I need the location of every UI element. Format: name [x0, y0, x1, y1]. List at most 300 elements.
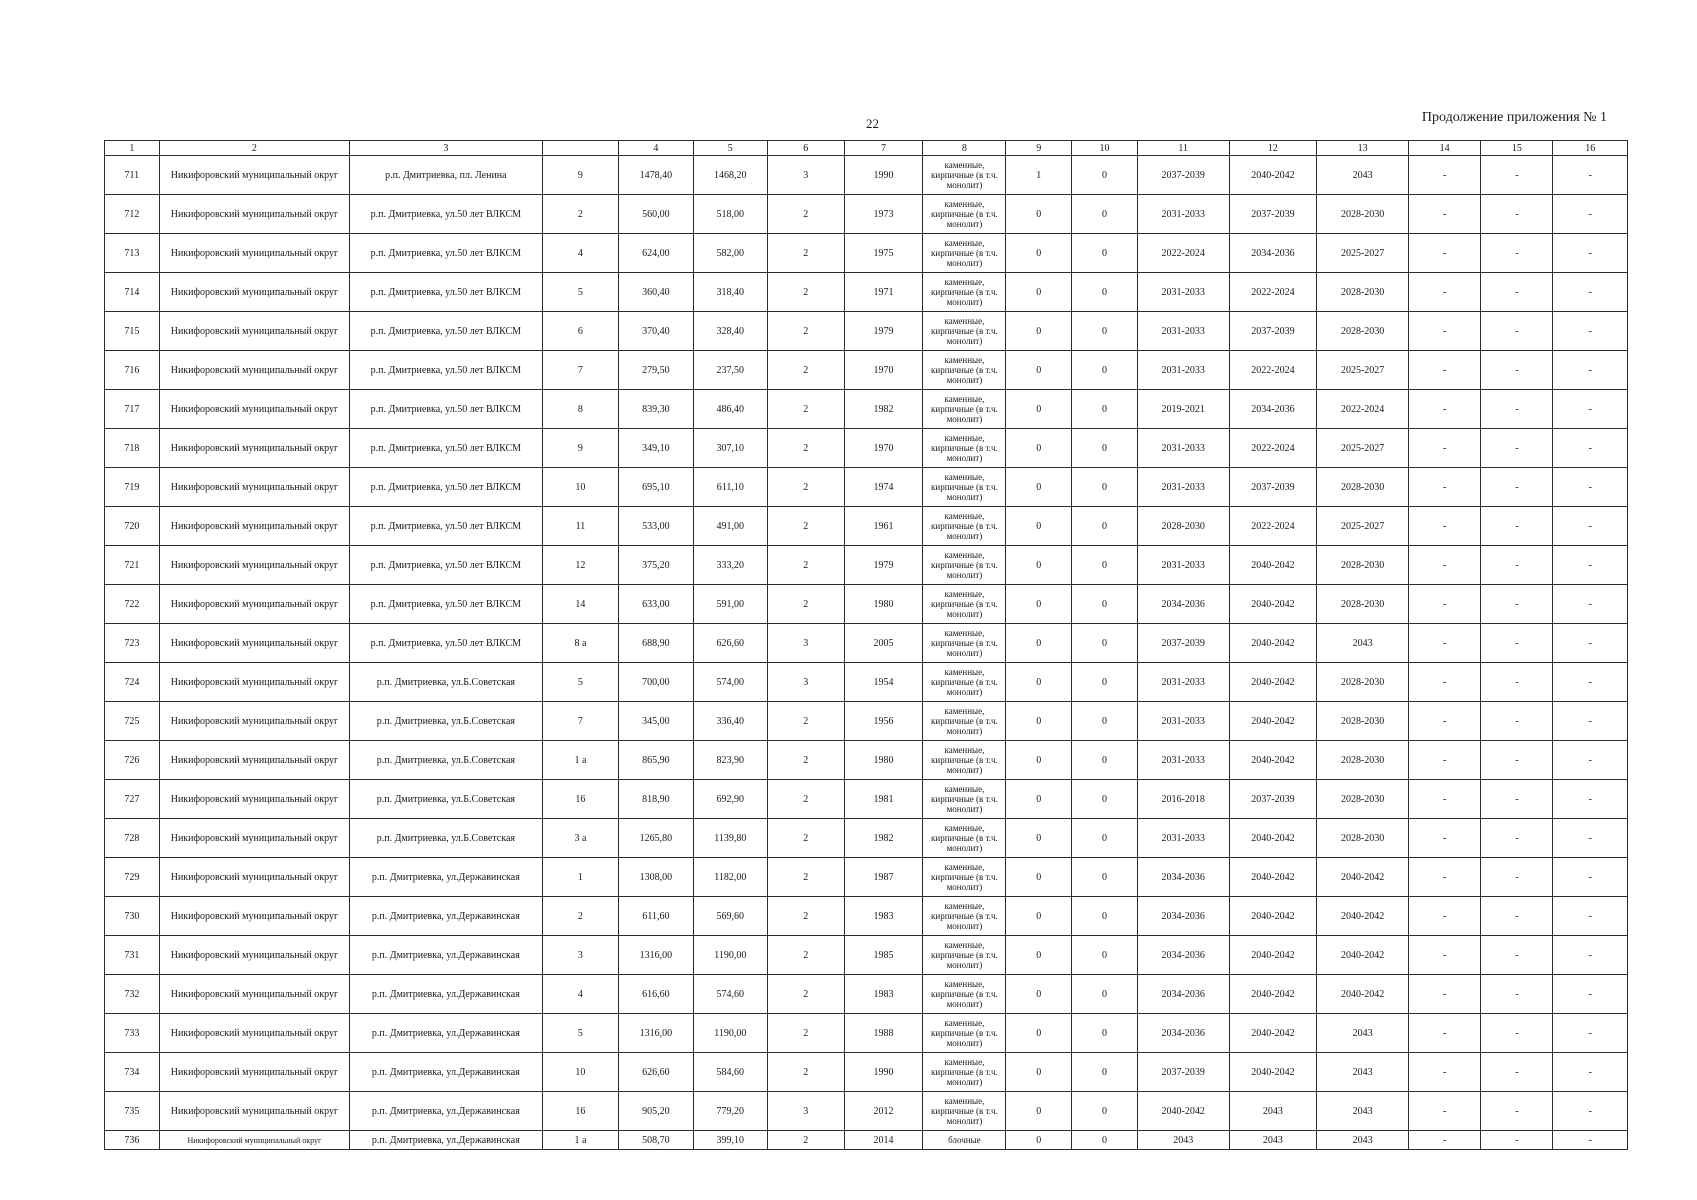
table-cell: 692,90	[693, 780, 767, 819]
table-cell: 1982	[844, 390, 923, 429]
table-cell: 0	[1006, 429, 1072, 468]
table-cell: каменные, кирпичные (в т.ч. монолит)	[923, 663, 1006, 702]
table-cell: -	[1481, 546, 1553, 585]
table-cell: -	[1553, 507, 1628, 546]
table-cell: 823,90	[693, 741, 767, 780]
table-cell: 2	[768, 234, 845, 273]
table-cell: 1987	[844, 858, 923, 897]
table-cell: 574,60	[693, 975, 767, 1014]
table-cell: -	[1481, 195, 1553, 234]
table-cell: -	[1553, 858, 1628, 897]
table-row	[105, 507, 1628, 546]
table-cell: 11	[542, 507, 619, 546]
table-cell: 0	[1006, 1014, 1072, 1053]
table-cell: 16	[542, 780, 619, 819]
column-header: 11	[1137, 141, 1229, 156]
table-cell: -	[1409, 468, 1481, 507]
table-cell: 2034-2036	[1229, 390, 1317, 429]
table-cell: 508,70	[619, 1131, 693, 1150]
table-cell: 2	[768, 1053, 845, 1092]
table-cell: 2025-2027	[1317, 507, 1409, 546]
table-cell: 0	[1006, 624, 1072, 663]
table-cell: 1 а	[542, 741, 619, 780]
table-cell: р.п. Дмитриевка, ул.50 лет ВЛКСМ	[350, 195, 543, 234]
table-cell: -	[1409, 975, 1481, 1014]
table-cell: 729	[105, 858, 160, 897]
table-cell: блочные	[923, 1131, 1006, 1150]
table-cell: Никифоровский муниципальный округ	[159, 351, 349, 390]
table-cell: 2025-2027	[1317, 429, 1409, 468]
table-cell: -	[1481, 156, 1553, 195]
table-cell: 569,60	[693, 897, 767, 936]
table-body	[105, 156, 1628, 1150]
table-cell: Никифоровский муниципальный округ	[159, 429, 349, 468]
table-cell: 2022-2024	[1229, 351, 1317, 390]
table-cell: 2	[768, 390, 845, 429]
table-cell: -	[1409, 663, 1481, 702]
table-cell: 0	[1072, 585, 1138, 624]
table-row	[105, 624, 1628, 663]
table-cell: 2016-2018	[1137, 780, 1229, 819]
table-cell: 0	[1072, 546, 1138, 585]
table-cell: 2031-2033	[1137, 195, 1229, 234]
table-cell: 724	[105, 663, 160, 702]
table-cell: Никифоровский муниципальный округ	[159, 741, 349, 780]
table-cell: 2012	[844, 1092, 923, 1131]
table-cell: Никифоровский муниципальный округ	[159, 468, 349, 507]
table-cell: -	[1409, 234, 1481, 273]
table-cell: -	[1553, 585, 1628, 624]
table-cell: 2022-2024	[1229, 273, 1317, 312]
table-cell: 2028-2030	[1317, 585, 1409, 624]
column-header: 5	[693, 141, 767, 156]
table-cell: -	[1481, 1014, 1553, 1053]
table-cell: р.п. Дмитриевка, пл. Ленина	[350, 156, 543, 195]
table-cell: 2028-2030	[1317, 702, 1409, 741]
table-cell: 7	[542, 702, 619, 741]
table-cell: 2	[768, 1014, 845, 1053]
table-cell: 732	[105, 975, 160, 1014]
table-row	[105, 156, 1628, 195]
table-cell: 721	[105, 546, 160, 585]
table-cell: 2043	[1317, 1131, 1409, 1150]
table-cell: 714	[105, 273, 160, 312]
table-cell: -	[1553, 663, 1628, 702]
table-cell: -	[1409, 741, 1481, 780]
table-cell: 0	[1072, 273, 1138, 312]
table-cell: р.п. Дмитриевка, ул.50 лет ВЛКСМ	[350, 312, 543, 351]
table-cell: 2034-2036	[1137, 975, 1229, 1014]
table-cell: каменные, кирпичные (в т.ч. монолит)	[923, 975, 1006, 1014]
table-cell: 2031-2033	[1137, 351, 1229, 390]
table-cell: 0	[1072, 1053, 1138, 1092]
table-cell: -	[1553, 975, 1628, 1014]
table-cell: 728	[105, 819, 160, 858]
table-cell: -	[1481, 975, 1553, 1014]
table-cell: 633,00	[619, 585, 693, 624]
column-header: 8	[923, 141, 1006, 156]
column-header: 10	[1072, 141, 1138, 156]
table-cell: каменные, кирпичные (в т.ч. монолит)	[923, 819, 1006, 858]
table-cell: 2040-2042	[1229, 1014, 1317, 1053]
table-row	[105, 858, 1628, 897]
table-cell: 779,20	[693, 1092, 767, 1131]
table-cell: 16	[542, 1092, 619, 1131]
table-cell: 624,00	[619, 234, 693, 273]
column-header: 15	[1481, 141, 1553, 156]
table-cell: 328,40	[693, 312, 767, 351]
table-cell: р.п. Дмитриевка, ул.Державинская	[350, 1092, 543, 1131]
table-cell: -	[1409, 897, 1481, 936]
table-cell: 1973	[844, 195, 923, 234]
table-cell: 0	[1006, 585, 1072, 624]
table-cell: 1979	[844, 546, 923, 585]
table-cell: Никифоровский муниципальный округ	[159, 780, 349, 819]
table-cell: каменные, кирпичные (в т.ч. монолит)	[923, 585, 1006, 624]
table-cell: -	[1481, 1131, 1553, 1150]
table-row	[105, 429, 1628, 468]
table-cell: 2031-2033	[1137, 741, 1229, 780]
table-cell: 1990	[844, 156, 923, 195]
table-cell: 711	[105, 156, 160, 195]
table-cell: -	[1553, 1131, 1628, 1150]
table-row	[105, 741, 1628, 780]
table-cell: 2	[768, 858, 845, 897]
table-row	[105, 585, 1628, 624]
table-cell: -	[1481, 390, 1553, 429]
table-cell: 3	[768, 156, 845, 195]
table-cell: 2	[768, 702, 845, 741]
table-cell: 1190,00	[693, 1014, 767, 1053]
column-header: 13	[1317, 141, 1409, 156]
table-cell: 10	[542, 468, 619, 507]
table-cell: 2028-2030	[1317, 273, 1409, 312]
table-cell: -	[1553, 429, 1628, 468]
table-cell: Никифоровский муниципальный округ	[159, 897, 349, 936]
table-cell: каменные, кирпичные (в т.ч. монолит)	[923, 351, 1006, 390]
table-cell: 2040-2042	[1317, 936, 1409, 975]
table-cell: 2028-2030	[1317, 819, 1409, 858]
table-cell: 865,90	[619, 741, 693, 780]
table-cell: р.п. Дмитриевка, ул.50 лет ВЛКСМ	[350, 390, 543, 429]
table-cell: 10	[542, 1053, 619, 1092]
table-cell: Никифоровский муниципальный округ	[159, 1053, 349, 1092]
table-cell: -	[1481, 312, 1553, 351]
table-cell: 0	[1006, 507, 1072, 546]
table-cell: 2034-2036	[1137, 936, 1229, 975]
table-cell: 0	[1072, 858, 1138, 897]
table-cell: 2	[768, 546, 845, 585]
table-cell: 345,00	[619, 702, 693, 741]
table-row	[105, 1053, 1628, 1092]
table-cell: 560,00	[619, 195, 693, 234]
table-cell: 2034-2036	[1229, 234, 1317, 273]
table-cell: каменные, кирпичные (в т.ч. монолит)	[923, 1053, 1006, 1092]
table-cell: 735	[105, 1092, 160, 1131]
table-cell: каменные, кирпичные (в т.ч. монолит)	[923, 156, 1006, 195]
table-cell: р.п. Дмитриевка, ул.Державинская	[350, 1131, 543, 1150]
table-cell: 2043	[1317, 1053, 1409, 1092]
table-cell: 3	[542, 936, 619, 975]
table-row	[105, 468, 1628, 507]
table-cell: 2040-2042	[1137, 1092, 1229, 1131]
table-cell: 5	[542, 273, 619, 312]
table-cell: Никифоровский муниципальный округ	[159, 234, 349, 273]
table-cell: 1	[1006, 156, 1072, 195]
table-cell: -	[1481, 351, 1553, 390]
table-cell: Никифоровский муниципальный округ	[159, 195, 349, 234]
table-cell: 1316,00	[619, 936, 693, 975]
table-cell: 0	[1072, 897, 1138, 936]
table-cell: 0	[1072, 975, 1138, 1014]
table-row	[105, 273, 1628, 312]
table-row	[105, 546, 1628, 585]
table-cell: 2022-2024	[1229, 429, 1317, 468]
table-cell: 0	[1072, 195, 1138, 234]
table-cell: 0	[1006, 1053, 1072, 1092]
table-cell: 733	[105, 1014, 160, 1053]
table-cell: 0	[1006, 390, 1072, 429]
housing-table	[104, 140, 1628, 1150]
table-cell: -	[1409, 390, 1481, 429]
table-cell: р.п. Дмитриевка, ул.Державинская	[350, 858, 543, 897]
table-cell: 6	[542, 312, 619, 351]
table-cell: каменные, кирпичные (в т.ч. монолит)	[923, 780, 1006, 819]
table-cell: каменные, кирпичные (в т.ч. монолит)	[923, 1014, 1006, 1053]
column-header: 14	[1409, 141, 1481, 156]
table-cell: 2	[768, 741, 845, 780]
column-header: 3	[350, 141, 543, 156]
table-cell: 0	[1072, 1092, 1138, 1131]
table-cell: 2040-2042	[1229, 819, 1317, 858]
table-cell: каменные, кирпичные (в т.ч. монолит)	[923, 312, 1006, 351]
table-cell: каменные, кирпичные (в т.ч. монолит)	[923, 624, 1006, 663]
table-cell: 5	[542, 663, 619, 702]
table-cell: 0	[1072, 1131, 1138, 1150]
table-cell: 1190,00	[693, 936, 767, 975]
table-row	[105, 780, 1628, 819]
table-cell: 12	[542, 546, 619, 585]
table-cell: 720	[105, 507, 160, 546]
table-cell: каменные, кирпичные (в т.ч. монолит)	[923, 507, 1006, 546]
table-cell: 2037-2039	[1229, 312, 1317, 351]
column-number-row	[105, 141, 1628, 156]
table-cell: 2040-2042	[1229, 1053, 1317, 1092]
table-cell: -	[1553, 468, 1628, 507]
table-cell: 0	[1072, 468, 1138, 507]
table-cell: 0	[1072, 936, 1138, 975]
table-cell: 582,00	[693, 234, 767, 273]
table-cell: 1980	[844, 585, 923, 624]
table-cell: 0	[1006, 468, 1072, 507]
table-cell: 611,60	[619, 897, 693, 936]
table-cell: 2040-2042	[1229, 741, 1317, 780]
table-cell: 2022-2024	[1137, 234, 1229, 273]
table-cell: 0	[1006, 546, 1072, 585]
table-cell: р.п. Дмитриевка, ул.Б.Советская	[350, 702, 543, 741]
table-cell: Никифоровский муниципальный округ	[159, 390, 349, 429]
table-cell: 2034-2036	[1137, 1014, 1229, 1053]
table-cell: 2	[542, 195, 619, 234]
table-cell: 2043	[1317, 624, 1409, 663]
table-cell: 2040-2042	[1229, 936, 1317, 975]
column-header: 6	[768, 141, 845, 156]
table-cell: 8	[542, 390, 619, 429]
table-cell: 375,20	[619, 546, 693, 585]
table-cell: 2031-2033	[1137, 819, 1229, 858]
table-cell: 1308,00	[619, 858, 693, 897]
table-cell: 1974	[844, 468, 923, 507]
table-cell: каменные, кирпичные (в т.ч. монолит)	[923, 702, 1006, 741]
table-cell: 0	[1006, 663, 1072, 702]
column-header	[542, 141, 619, 156]
table-cell: Никифоровский муниципальный округ	[159, 936, 349, 975]
column-header: 7	[844, 141, 923, 156]
table-cell: 1 а	[542, 1131, 619, 1150]
table-cell: -	[1553, 780, 1628, 819]
table-cell: 734	[105, 1053, 160, 1092]
table-cell: Никифоровский муниципальный округ	[159, 507, 349, 546]
table-cell: 370,40	[619, 312, 693, 351]
table-row	[105, 390, 1628, 429]
table-cell: 2034-2036	[1137, 858, 1229, 897]
table-cell: Никифоровский муниципальный округ	[159, 1014, 349, 1053]
column-header: 16	[1553, 141, 1628, 156]
table-cell: -	[1409, 624, 1481, 663]
table-cell: 715	[105, 312, 160, 351]
table-cell: 0	[1072, 351, 1138, 390]
table-cell: р.п. Дмитриевка, ул.50 лет ВЛКСМ	[350, 624, 543, 663]
table-cell: р.п. Дмитриевка, ул.Державинская	[350, 936, 543, 975]
column-header: 1	[105, 141, 160, 156]
table-cell: 1985	[844, 936, 923, 975]
column-header: 4	[619, 141, 693, 156]
table-cell: -	[1409, 858, 1481, 897]
table-cell: -	[1409, 780, 1481, 819]
table-cell: 0	[1006, 936, 1072, 975]
table-cell: -	[1553, 1092, 1628, 1131]
table-cell: 716	[105, 351, 160, 390]
table-row	[105, 312, 1628, 351]
table-cell: 616,60	[619, 975, 693, 1014]
table-cell: каменные, кирпичные (в т.ч. монолит)	[923, 429, 1006, 468]
table-cell: 2	[768, 195, 845, 234]
table-cell: 318,40	[693, 273, 767, 312]
table-cell: 5	[542, 1014, 619, 1053]
table-cell: 2	[768, 312, 845, 351]
table-cell: 2034-2036	[1137, 897, 1229, 936]
table-cell: -	[1409, 1053, 1481, 1092]
table-cell: 2028-2030	[1317, 663, 1409, 702]
table-cell: 2031-2033	[1137, 702, 1229, 741]
table-cell: -	[1553, 819, 1628, 858]
table-cell: 0	[1072, 429, 1138, 468]
table-cell: 0	[1072, 624, 1138, 663]
table-cell: 712	[105, 195, 160, 234]
table-cell: 399,10	[693, 1131, 767, 1150]
table-cell: 4	[542, 975, 619, 1014]
table-cell: 726	[105, 741, 160, 780]
table-cell: 9	[542, 429, 619, 468]
table-cell: 2025-2027	[1317, 351, 1409, 390]
table-cell: -	[1481, 507, 1553, 546]
table-cell: 2034-2036	[1137, 585, 1229, 624]
table-cell: -	[1409, 1092, 1481, 1131]
table-cell: каменные, кирпичные (в т.ч. монолит)	[923, 195, 1006, 234]
table-cell: 1	[542, 858, 619, 897]
table-cell: 0	[1006, 1131, 1072, 1150]
table-cell: -	[1481, 1092, 1553, 1131]
table-cell: 2	[768, 897, 845, 936]
table-cell: 2037-2039	[1229, 780, 1317, 819]
table-cell: 1980	[844, 741, 923, 780]
table-cell: 818,90	[619, 780, 693, 819]
table-cell: 307,10	[693, 429, 767, 468]
table-cell: -	[1481, 273, 1553, 312]
table-cell: 533,00	[619, 507, 693, 546]
table-cell: 1988	[844, 1014, 923, 1053]
table-cell: 0	[1006, 819, 1072, 858]
table-row	[105, 351, 1628, 390]
table-cell: 2031-2033	[1137, 429, 1229, 468]
table-cell: 0	[1072, 507, 1138, 546]
table-cell: 2040-2042	[1229, 897, 1317, 936]
table-cell: -	[1409, 1014, 1481, 1053]
table-cell: 905,20	[619, 1092, 693, 1131]
table-cell: 1139,80	[693, 819, 767, 858]
table-cell: 839,30	[619, 390, 693, 429]
table-cell: -	[1481, 819, 1553, 858]
table-cell: 2040-2042	[1229, 663, 1317, 702]
table-cell: 3	[768, 1092, 845, 1131]
table-cell: 2028-2030	[1317, 780, 1409, 819]
table-cell: Никифоровский муниципальный округ	[159, 156, 349, 195]
table-row	[105, 936, 1628, 975]
table-cell: р.п. Дмитриевка, ул.50 лет ВЛКСМ	[350, 273, 543, 312]
table-cell: 2037-2039	[1229, 195, 1317, 234]
table-cell: -	[1481, 585, 1553, 624]
table-cell: -	[1409, 507, 1481, 546]
table-cell: Никифоровский муниципальный округ	[159, 585, 349, 624]
table-cell: 0	[1072, 312, 1138, 351]
column-header: 9	[1006, 141, 1072, 156]
table-cell: 1975	[844, 234, 923, 273]
table-cell: Никифоровский муниципальный округ	[159, 273, 349, 312]
table-cell: 3	[768, 624, 845, 663]
table-cell: 2040-2042	[1229, 975, 1317, 1014]
table-cell: каменные, кирпичные (в т.ч. монолит)	[923, 897, 1006, 936]
table-cell: р.п. Дмитриевка, ул.50 лет ВЛКСМ	[350, 585, 543, 624]
table-cell: 725	[105, 702, 160, 741]
table-cell: 1265,80	[619, 819, 693, 858]
column-header: 12	[1229, 141, 1317, 156]
table-cell: р.п. Дмитриевка, ул.Державинская	[350, 1053, 543, 1092]
table-cell: 2	[768, 819, 845, 858]
table-cell: 333,20	[693, 546, 767, 585]
table-cell: -	[1553, 195, 1628, 234]
table-cell: 2043	[1229, 1131, 1317, 1150]
table-cell: 14	[542, 585, 619, 624]
table-cell: Никифоровский муниципальный округ	[159, 624, 349, 663]
table-cell: р.п. Дмитриевка, ул.50 лет ВЛКСМ	[350, 468, 543, 507]
table-cell: 1983	[844, 897, 923, 936]
table-cell: р.п. Дмитриевка, ул.50 лет ВЛКСМ	[350, 546, 543, 585]
table-cell: 736	[105, 1131, 160, 1150]
table-cell: 717	[105, 390, 160, 429]
table-cell: -	[1553, 897, 1628, 936]
table-cell: 731	[105, 936, 160, 975]
table-row	[105, 702, 1628, 741]
